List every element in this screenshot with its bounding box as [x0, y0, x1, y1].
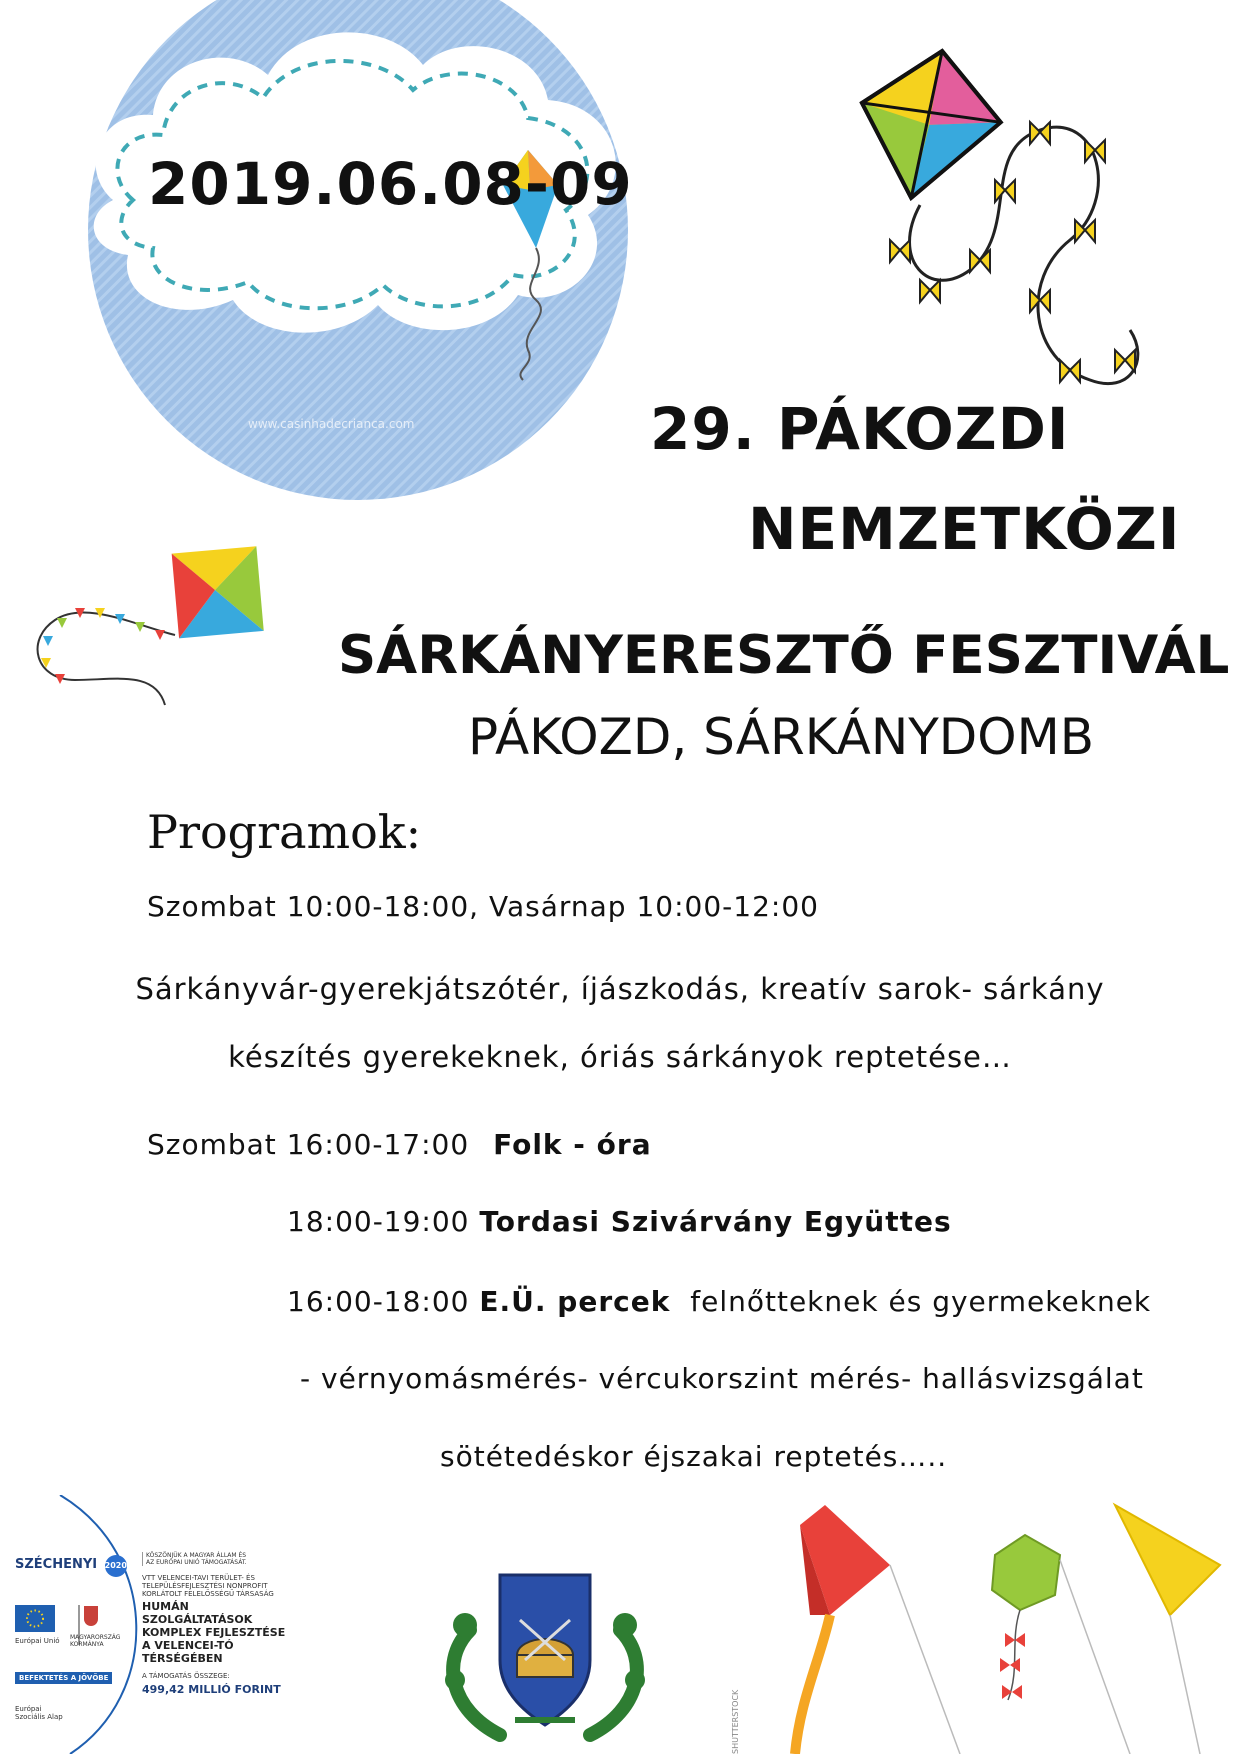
- title-line-1: 29. PÁKOZDI: [650, 395, 1070, 463]
- szechenyi-logo: [15, 1555, 127, 1577]
- bunting-kite-illustration: [15, 540, 275, 720]
- bottom-kites-illustration: [730, 1500, 1241, 1754]
- activities-line-1: Sárkányvár-gyerekjátszótér, íjászkodás, kreatív sarok- sárkány: [135, 972, 1105, 1006]
- red-kite-icon: [795, 1505, 960, 1754]
- saturday-afternoon-line: [147, 1128, 652, 1161]
- health-audience: felnőtteknek és gyermekeknek: [690, 1285, 1152, 1318]
- eu-flag-icon: [15, 1605, 55, 1632]
- watermark: www.casinhadecrianca.com: [248, 417, 415, 431]
- programs-heading: Programok:: [147, 805, 422, 859]
- health-title: E.Ü. percek: [479, 1285, 671, 1318]
- band-line: [287, 1205, 952, 1238]
- title-line-3: SÁRKÁNYERESZTŐ FESZTIVÁL: [338, 625, 1230, 686]
- hu-gov-label: MAGYARORSZÁG KORMÁNYA: [70, 1634, 121, 1648]
- project-line-2: KOMPLEX FEJLESZTÉSE: [142, 1626, 286, 1639]
- yellow-kite-icon: [1115, 1505, 1220, 1754]
- project-info-block: [142, 1552, 292, 1697]
- saturday-event: Folk - óra: [493, 1128, 652, 1161]
- activities-line-2: készítés gyerekeknek, óriás sárkányok reptetése…: [228, 1040, 1012, 1074]
- support-label: A TÁMOGATÁS ÖSSZEGE:: [142, 1672, 230, 1680]
- health-time: 16:00-18:00: [287, 1285, 470, 1318]
- title-line-2: NEMZETKÖZI: [748, 495, 1181, 563]
- band-name: Tordasi Szivárvány Együttes: [479, 1205, 952, 1238]
- schedule-line: Szombat 10:00-18:00, Vasárnap 10:00-12:00: [147, 890, 819, 923]
- shutterstock-credit: SHUTTERSTOCK: [731, 1689, 740, 1754]
- green-kite-icon: [992, 1535, 1130, 1754]
- health-line: [287, 1285, 1151, 1318]
- support-amount: 499,42 MILLIÓ FORINT: [142, 1683, 281, 1696]
- hungary-coat-icon: [84, 1606, 98, 1626]
- saturday-time: Szombat 16:00-17:00: [147, 1128, 470, 1161]
- night-flying: sötétedéskor éjszakai reptetés…..: [440, 1440, 948, 1473]
- pakozd-coat-of-arms: [440, 1570, 650, 1745]
- org-text: VTT VELENCEI-TAVI TERÜLET- ÉS TELEPÜLÉSFEJLESZTÉSI NONPROFIT KORLÁTOLT FELELŐSSÉGŰ TÁRSASÁG: [142, 1574, 274, 1598]
- invest-label: BEFEKTETÉS A JÖVŐBE: [15, 1672, 112, 1684]
- date-badge-illustration: [58, 0, 658, 500]
- szechenyi-label: SZÉCHENYI: [15, 1557, 98, 1572]
- szechenyi-year: 2020: [105, 1555, 127, 1577]
- health-items: - vérnyomásmérés- vércukorszint mérés- hallásvizsgálat: [300, 1362, 1144, 1395]
- event-date: 2019.06.08-09: [148, 150, 633, 218]
- fund-label: Európai Szociális Alap: [15, 1705, 63, 1721]
- project-line-3: A VELENCEI-TÓ TÉRSÉGÉBEN: [142, 1639, 234, 1665]
- location: PÁKOZD, SÁRKÁNYDOMB: [468, 708, 1095, 766]
- band-time: 18:00-19:00: [287, 1205, 470, 1238]
- thanks-text: KÖSZÖNJÜK A MAGYAR ÁLLAM ÉS AZ EURÓPAI UNIÓ TÁMOGATÁSÁT.: [142, 1552, 256, 1566]
- project-line-1: HUMÁN SZOLGÁLTATÁSOK: [142, 1600, 253, 1626]
- eu-label: Európai Unió: [15, 1637, 60, 1645]
